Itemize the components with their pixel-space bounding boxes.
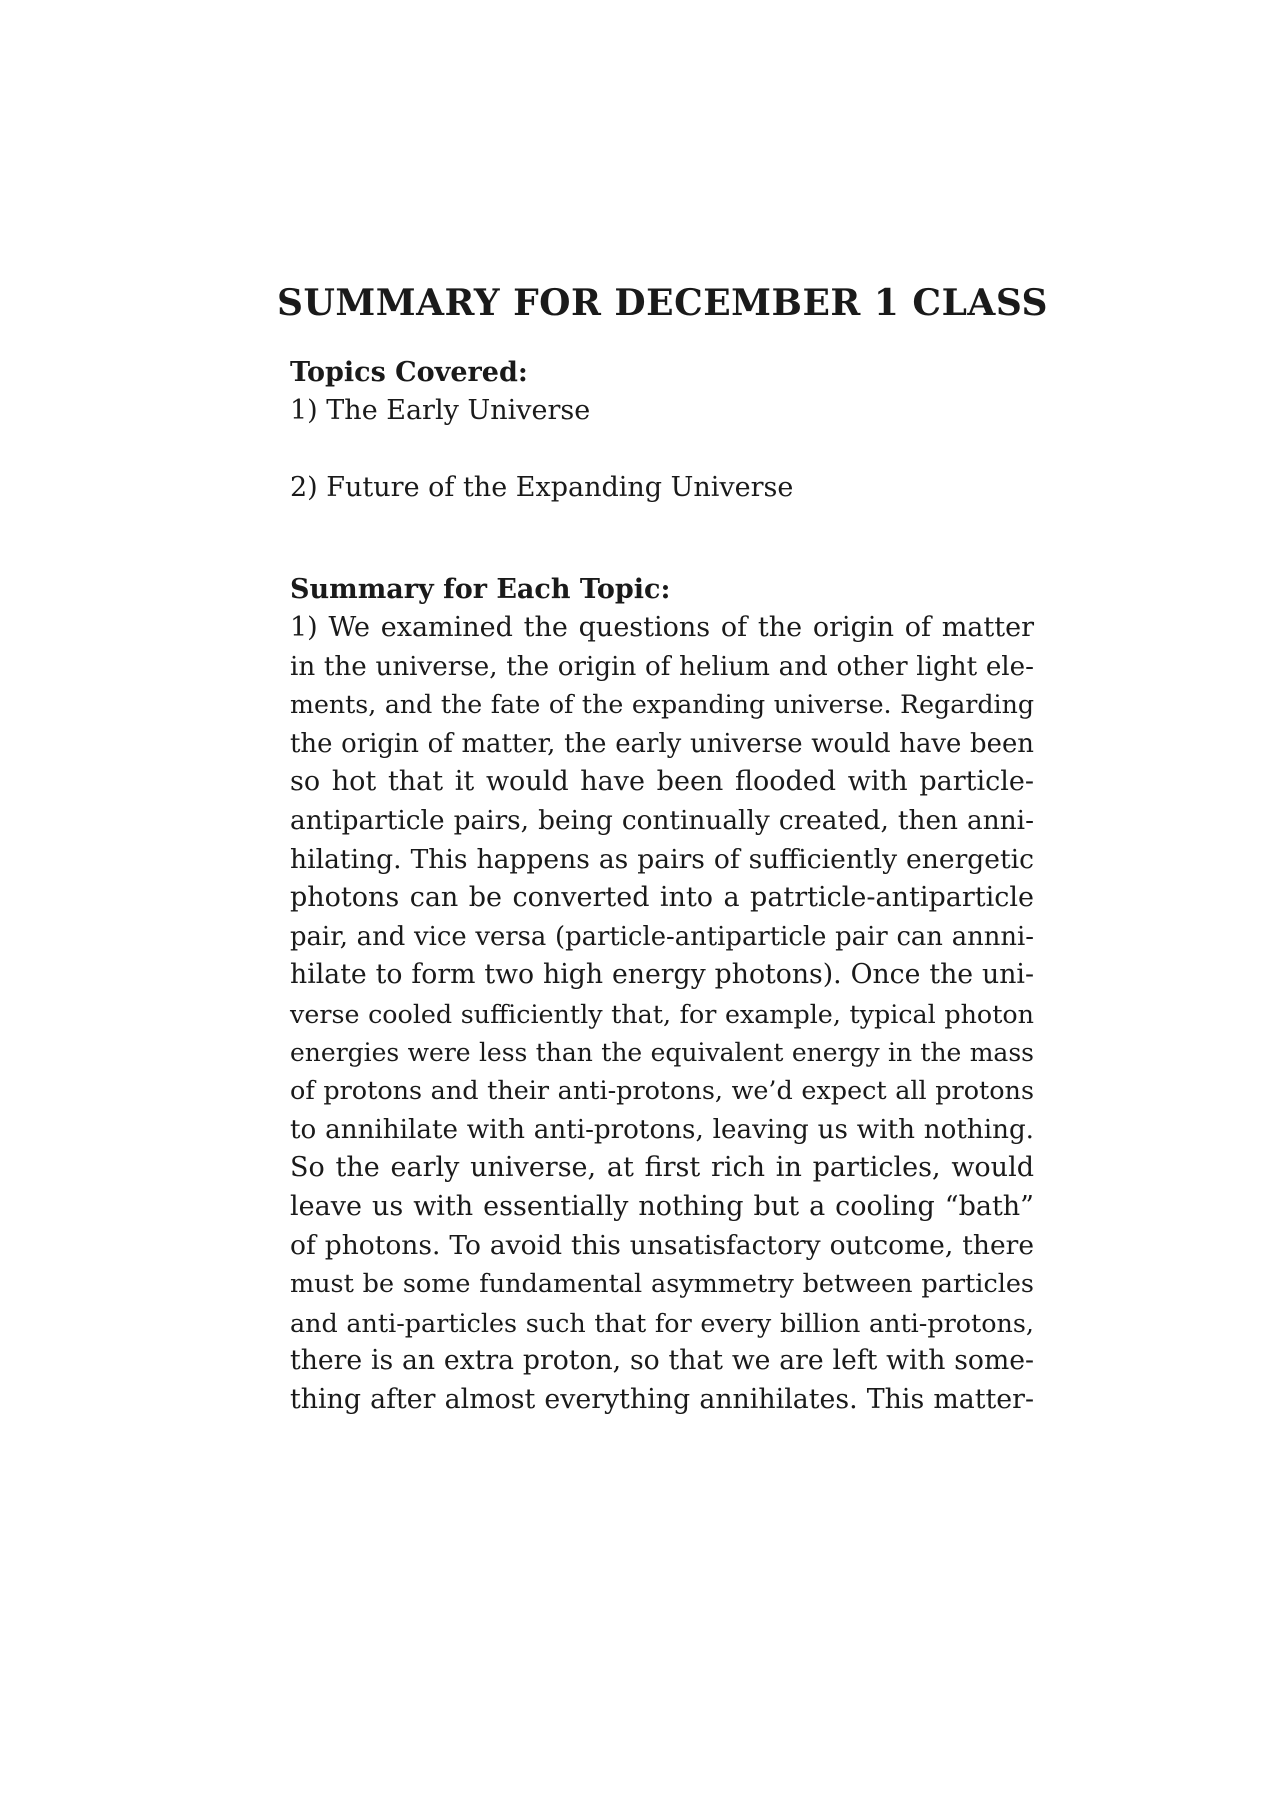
summary-line: antiparticle pairs, being continually created, then anni-: [290, 805, 1034, 836]
summary-line: so hot that it would have been flooded with particle-: [290, 766, 1034, 798]
summary-line: energies were less than the equivalent energy in the mass: [290, 1037, 1034, 1067]
summary-line: hilating. This happens as pairs of sufficiently energetic: [290, 843, 1034, 875]
summary-line: verse cooled sufficiently that, for example, typical photon: [290, 998, 1034, 1029]
summary-line: 1) We examined the questions of the origin of matter: [290, 612, 1034, 643]
summary-line: hilate to form two high energy photons). Once the uni-: [290, 959, 1034, 991]
summary-line: must be some fundamental asymmetry between particles: [290, 1269, 1034, 1300]
summary-heading: Summary for Each Topic:: [290, 574, 671, 605]
topic-item-2: 2) Future of the Expanding Universe: [290, 472, 794, 503]
summary-line: the origin of matter, the early universe would have been: [290, 728, 1034, 759]
summary-line: So the early universe, at first rich in particles, would: [290, 1152, 1034, 1184]
summary-line: to annihilate with anti-protons, leaving us with nothing.: [290, 1114, 1034, 1145]
summary-paragraph: [290, 609, 1034, 1419]
summary-line: in the universe, the origin of helium and other light ele-: [290, 651, 1034, 682]
summary-line: pair, and vice versa (particle-antiparticle pair can annni-: [290, 921, 1034, 952]
summary-line: there is an extra proton, so that we are left with some-: [290, 1345, 1034, 1377]
summary-line: thing after almost everything annihilates. This matter-: [290, 1383, 1034, 1415]
document-body: [290, 354, 1034, 1419]
summary-line: of photons. To avoid this unsatisfactory outcome, there: [290, 1229, 1034, 1261]
summary-line: leave us with essentially nothing but a cooling “bath”: [290, 1190, 1034, 1222]
summary-line: photons can be converted into a patrticle-antiparticle: [290, 882, 1034, 914]
summary-line: of protons and their anti-protons, we’d expect all protons: [290, 1076, 1034, 1107]
page-title: SUMMARY FOR DECEMBER 1 CLASS: [277, 282, 1049, 324]
topics-heading: Topics Covered:: [290, 357, 528, 388]
topic-item-1: 1) The Early Universe: [290, 395, 591, 426]
summary-line: ments, and the fate of the expanding universe. Regarding: [290, 690, 1034, 720]
summary-line: and anti-particles such that for every billion anti-protons,: [290, 1307, 1034, 1338]
